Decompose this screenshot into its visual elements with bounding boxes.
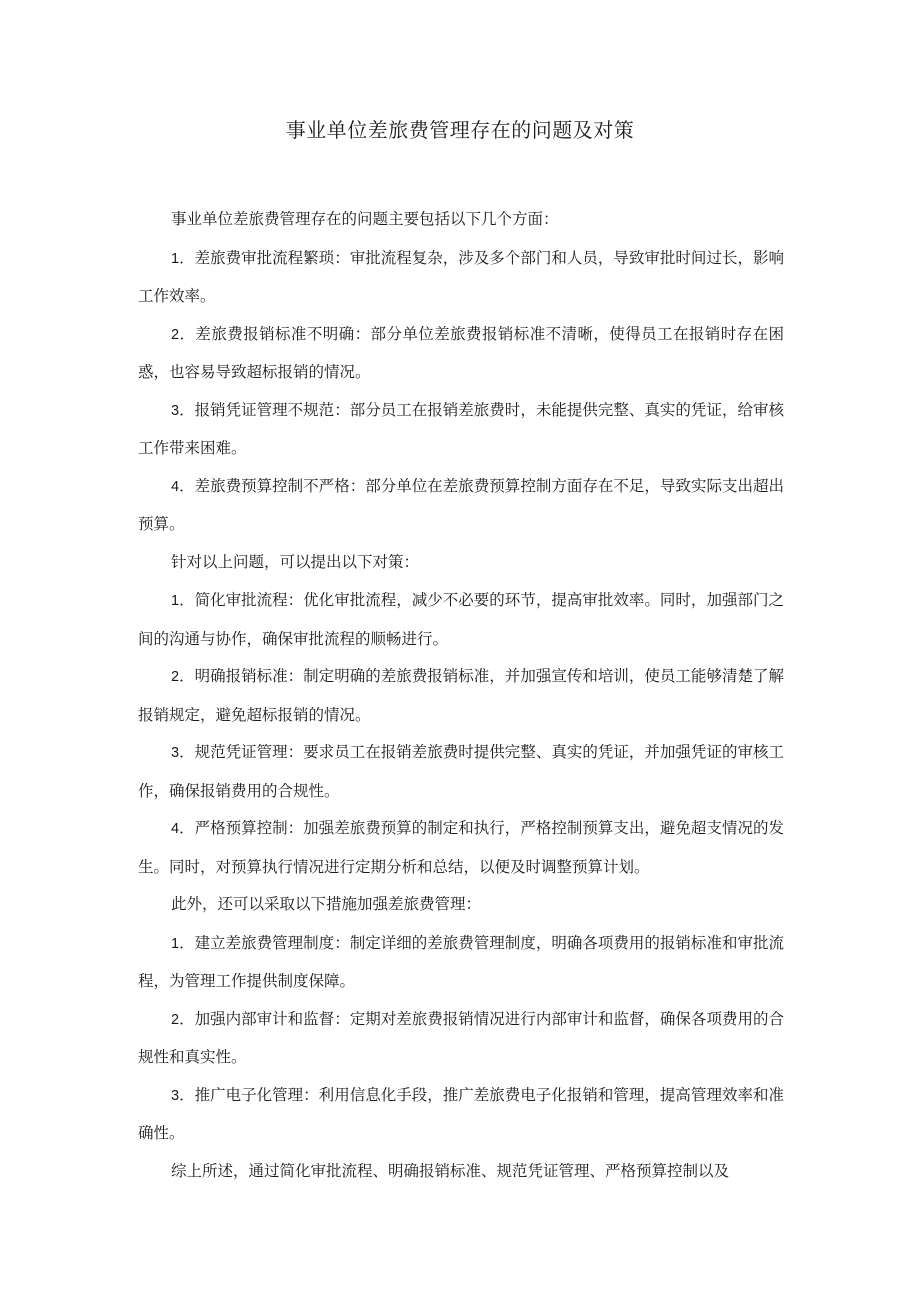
paragraph-text: ．加强内部审计和监督：定期对差旅费报销情况进行内部审计和监督，确保各项费用的合规性和真实性。 [138,1009,784,1066]
paragraph-text: ．建立差旅费管理制度：制定详细的差旅费管理制度，明确各项费用的报销标准和审批流程，为管理工作提供制度保障。 [138,933,784,990]
item-number: 4 [171,478,180,495]
paragraph-text: 综上所述，通过简化审批流程、明确报销标准、规范凭证管理、严格预算控制以及 [171,1161,730,1180]
solution-item-2 [138,658,784,734]
item-number: 2 [171,326,180,343]
paragraph-text: ．严格预算控制：加强差旅费预算的制定和执行，严格控制预算支出，避免超支情况的发生。同时，对预算执行情况进行定期分析和总结，以便及时调整预算计划。 [138,819,784,876]
paragraph-intro-measures [138,886,784,925]
paragraph-text: ．差旅费审批流程繁琐：审批流程复杂，涉及多个部门和人员，导致审批时间过长，影响工作效率。 [138,248,784,305]
paragraph-text: ．报销凭证管理不规范：部分员工在报销差旅费时，未能提供完整、真实的凭证，给审核工作带来困难。 [138,400,784,457]
item-number: 4 [171,821,180,837]
measure-item-2 [138,1001,784,1077]
paragraph-intro-problems [138,201,784,240]
solution-item-4 [138,810,784,886]
paragraph-intro-solutions [138,544,784,583]
measure-item-3 [138,1077,784,1153]
paragraph-text: ．简化审批流程：优化审批流程，减少不必要的环节，提高审批效率。同时，加强部门之间的沟通与协作，确保审批流程的顺畅进行。 [138,591,784,648]
problem-item-2 [138,316,784,392]
item-number: 1 [171,935,180,952]
item-number: 3 [171,745,180,761]
item-number: 2 [171,1011,180,1028]
paragraph-text: ．差旅费报销标准不明确：部分单位差旅费报销标准不清晰，使得员工在报销时存在困惑，也容易导致超标报销的情况。 [138,324,784,381]
paragraph-text: 此外，还可以采取以下措施加强差旅费管理： [171,895,482,913]
page-title: 事业单位差旅费管理存在的问题及对策 [285,118,635,142]
item-number: 3 [171,1087,180,1104]
item-number: 3 [171,402,180,419]
paragraph-text: ．差旅费预算控制不严格：部分单位在差旅费预算控制方面存在不足，导致实际支出超出预算。 [138,476,784,533]
item-number: 1 [171,593,180,609]
problem-item-1 [138,240,784,316]
paragraph-conclusion [138,1153,784,1192]
paragraph-text: 事业单位差旅费管理存在的问题主要包括以下几个方面： [171,210,559,228]
paragraph-text: ．推广电子化管理：利用信息化手段，推广差旅费电子化报销和管理，提高管理效率和准确性。 [138,1085,784,1142]
solution-item-1 [138,582,784,658]
paragraph-text: ．明确报销标准：制定明确的差旅费报销标准，并加强宣传和培训，使员工能够清楚了解报销规定，避免超标报销的情况。 [138,667,784,724]
document-body [138,201,784,1191]
paragraph-text: 针对以上问题，可以提出以下对策： [171,552,420,571]
paragraph-text: ．规范凭证管理：要求员工在报销差旅费时提供完整、真实的凭证，并加强凭证的审核工作，确保报销费用的合规性。 [138,743,784,800]
item-number: 2 [171,669,180,685]
problem-item-4 [138,468,784,544]
problem-item-3 [138,392,784,468]
solution-item-3 [138,734,784,810]
item-number: 1 [171,250,180,267]
measure-item-1 [138,925,784,1001]
